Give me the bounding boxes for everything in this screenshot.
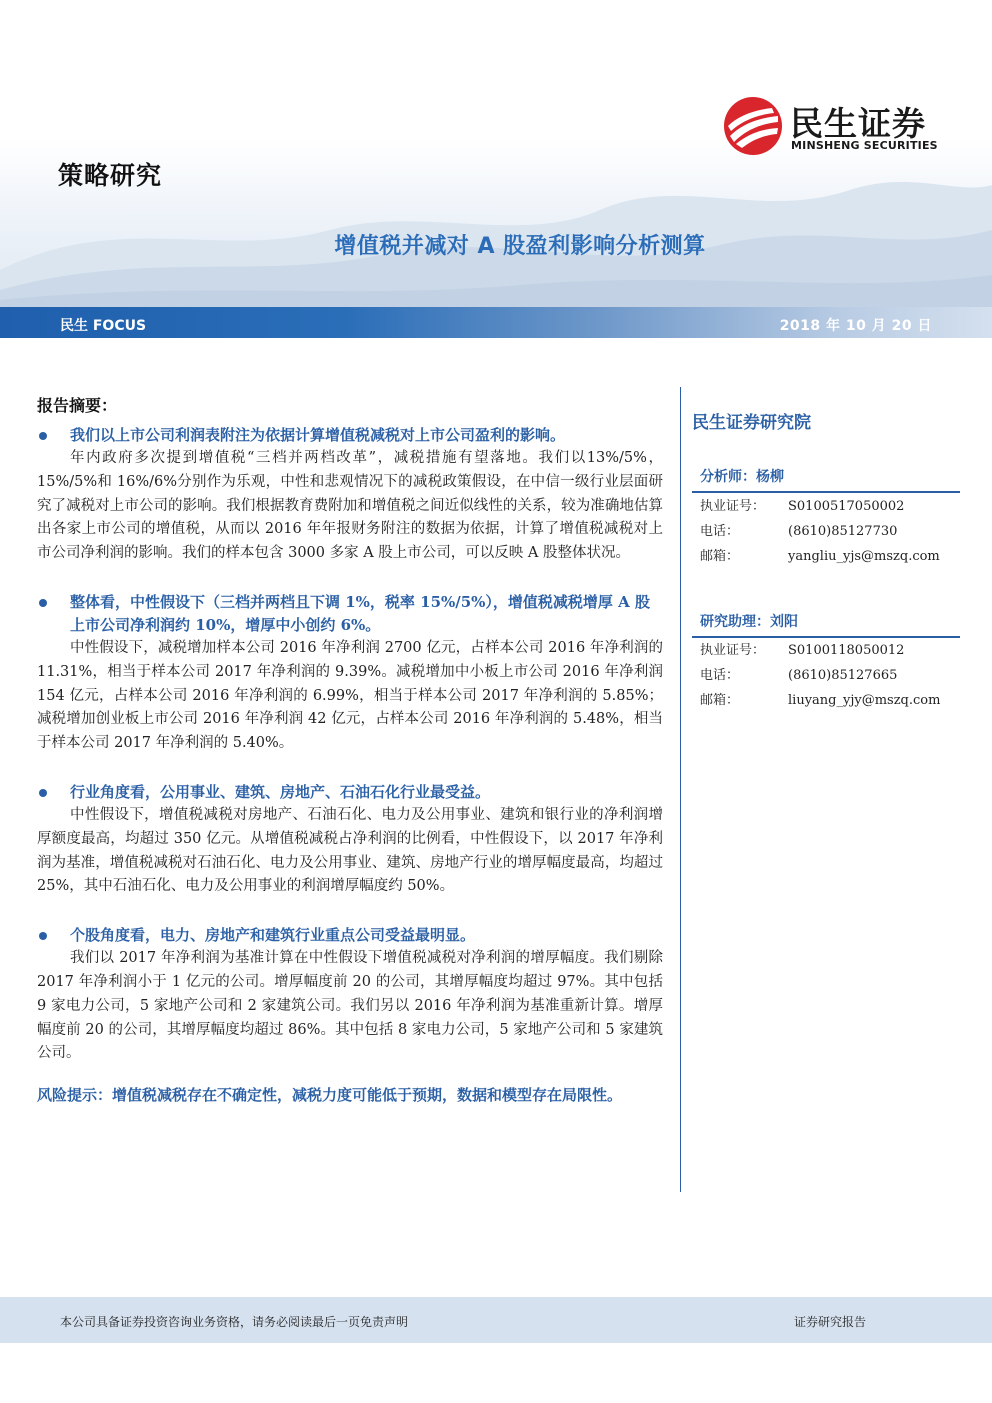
summary-point-body: 中性假设下，减税增加样本公司 2016 年净利润 2700 亿元，占样本公司 2016 年净利润的 11.31%，相当于样本公司 2017 年净利润的 9.39%。减税增加中小板上市公司 2016 年净利润 154 亿元，占样本公司 2016 年净利润的 6.99%，相当于样本公司 2017 年净利润的 5.85%；减税增加创业板上市公司 2016 年净利润 42 亿元，占样本公司 2016 年净利润的 5.48%，相当于样本公司 2017 年净利润的 5.40%。 bbox=[37, 639, 663, 752]
summary-point-body: 我们以 2017 年净利润为基准计算在中性假设下增值税减税对净利润的增厚幅度。我们剔除 2017 年净利润小于 1 亿元的公司。增厚幅度前 20 的公司，其增厚幅度均超过 97%。其中包括 9 家电力公司，5 家地产公司和 2 家建筑公司。我们另以 2016 年净利润为基准重新计算。增厚幅度前 20 的公司，其增厚幅度均超过 86%。其中包括 8 家电力公司，5 家地产公司和 5 家建筑公司。 bbox=[37, 950, 663, 1062]
summary-point-body: 中性假设下，增值税减税对房地产、石油石化、电力及公用事业、建筑和银行业的净利润增厚额度最高，均超过 350 亿元。从增值税减税占净利润的比例看，中性假设下，以 2017 年净利润为基准，增值税减税对石油石化、电力及公用事业、建筑、房地产行业的增厚幅度最高，均超过 25%，其中石油石化、电力及公用事业的利润增厚幅度约 50%。 bbox=[37, 806, 663, 895]
summary-point-heading bbox=[37, 781, 663, 804]
summary-point-heading-text: 行业角度看，公用事业、建筑、房地产、石油石化行业最受益。 bbox=[70, 782, 491, 801]
footer-report-type: 证券研究报告 bbox=[793, 1315, 866, 1329]
company-logo bbox=[722, 96, 952, 156]
column-divider bbox=[680, 387, 681, 1192]
cert-label: 执业证号： bbox=[700, 499, 766, 514]
email-label: 邮箱： bbox=[700, 693, 740, 708]
summary-point-heading bbox=[37, 924, 663, 947]
analyst-phone: (8610)85127730 bbox=[788, 524, 898, 539]
bullet-icon bbox=[39, 789, 47, 797]
bullet-icon bbox=[39, 599, 47, 607]
risk-warning: 风险提示：增值税减税存在不确定性，减税力度可能低于预期，数据和模型存在局限性。 bbox=[37, 1086, 623, 1105]
summary-heading: 报告摘要： bbox=[37, 396, 118, 415]
summary-point-heading bbox=[37, 424, 663, 447]
analyst-cert-number: S0100517050002 bbox=[788, 499, 905, 514]
assistant-email-row bbox=[700, 689, 940, 708]
band-series-label: 民生 FOCUS bbox=[60, 318, 147, 334]
summary-point-heading bbox=[37, 591, 663, 637]
report-title: 增值税并减对 A 股盈利影响分析测算 bbox=[334, 234, 706, 259]
analyst-email-row bbox=[700, 545, 940, 564]
email-label: 邮箱： bbox=[700, 549, 740, 564]
assistant-cert-row bbox=[700, 639, 904, 658]
analyst-heading: 分析师：杨柳 bbox=[692, 466, 960, 493]
cert-label: 执业证号： bbox=[700, 643, 766, 658]
assistant-email[interactable]: liuyang_yjy@mszq.com bbox=[788, 693, 941, 708]
bullet-icon bbox=[39, 432, 47, 440]
logo-mark-icon bbox=[722, 96, 784, 156]
analyst-cert-row bbox=[700, 495, 904, 514]
summary-point-heading-text: 我们以上市公司利润表附注为依据计算增值税减税对上市公司盈利的影响。 bbox=[70, 426, 566, 444]
summary-point-heading-text: 个股角度看，电力、房地产和建筑行业重点公司受益最明显。 bbox=[70, 926, 476, 945]
summary-point-body: 年内政府多次提到增值税“三档并两档改革”，减税措施有望落地。我们以13%/5%，15%/5%和 16%/6%分别作为乐观，中性和悲观情况下的减税政策假设，在中信一级行业层面研究了减税对上市公司的影响。我们根据教育费附加和增值税之间近似线性的关系，较为准确地估算出各家上市公司的增值税，从而以 2016 年年报财务附注的数据为依据，计算了增值税减税对上市公司净利润的影响。我们的样本包含 3000 多家 A 股上市公司，可以反映 A 股整体状况。 bbox=[37, 450, 663, 562]
summary-point-heading-text: 整体看，中性假设下（三档并两档且下调 1%，税率 15%/5%），增值税减税增厚 A 股上市公司净利润约 10%，增厚中小创约 6%。 bbox=[70, 592, 651, 634]
assistant-heading: 研究助理：刘阳 bbox=[692, 611, 960, 638]
logo-english-name: MINSHENG SECURITIES bbox=[791, 139, 938, 152]
analyst-email[interactable]: yangliu_yjs@mszq.com bbox=[788, 549, 940, 564]
assistant-cert-number: S0100118050012 bbox=[788, 643, 905, 658]
report-category: 策略研究 bbox=[58, 161, 163, 190]
summary-content bbox=[37, 424, 663, 1108]
footer-disclaimer: 本公司具备证券投资咨询业务资格，请务必阅读最后一页免责声明 bbox=[60, 1315, 409, 1329]
assistant-phone: (8610)85127665 bbox=[788, 668, 898, 683]
bullet-icon bbox=[39, 932, 47, 940]
report-date: 2018 年 10 月 20 日 bbox=[779, 318, 932, 334]
logo-chinese-name: 民生证券 bbox=[790, 104, 926, 143]
analyst-phone-row bbox=[700, 520, 897, 539]
phone-label: 电话： bbox=[700, 668, 740, 683]
phone-label: 电话： bbox=[700, 524, 740, 539]
assistant-phone-row bbox=[700, 664, 897, 683]
research-institute: 民生证券研究院 bbox=[692, 413, 811, 433]
